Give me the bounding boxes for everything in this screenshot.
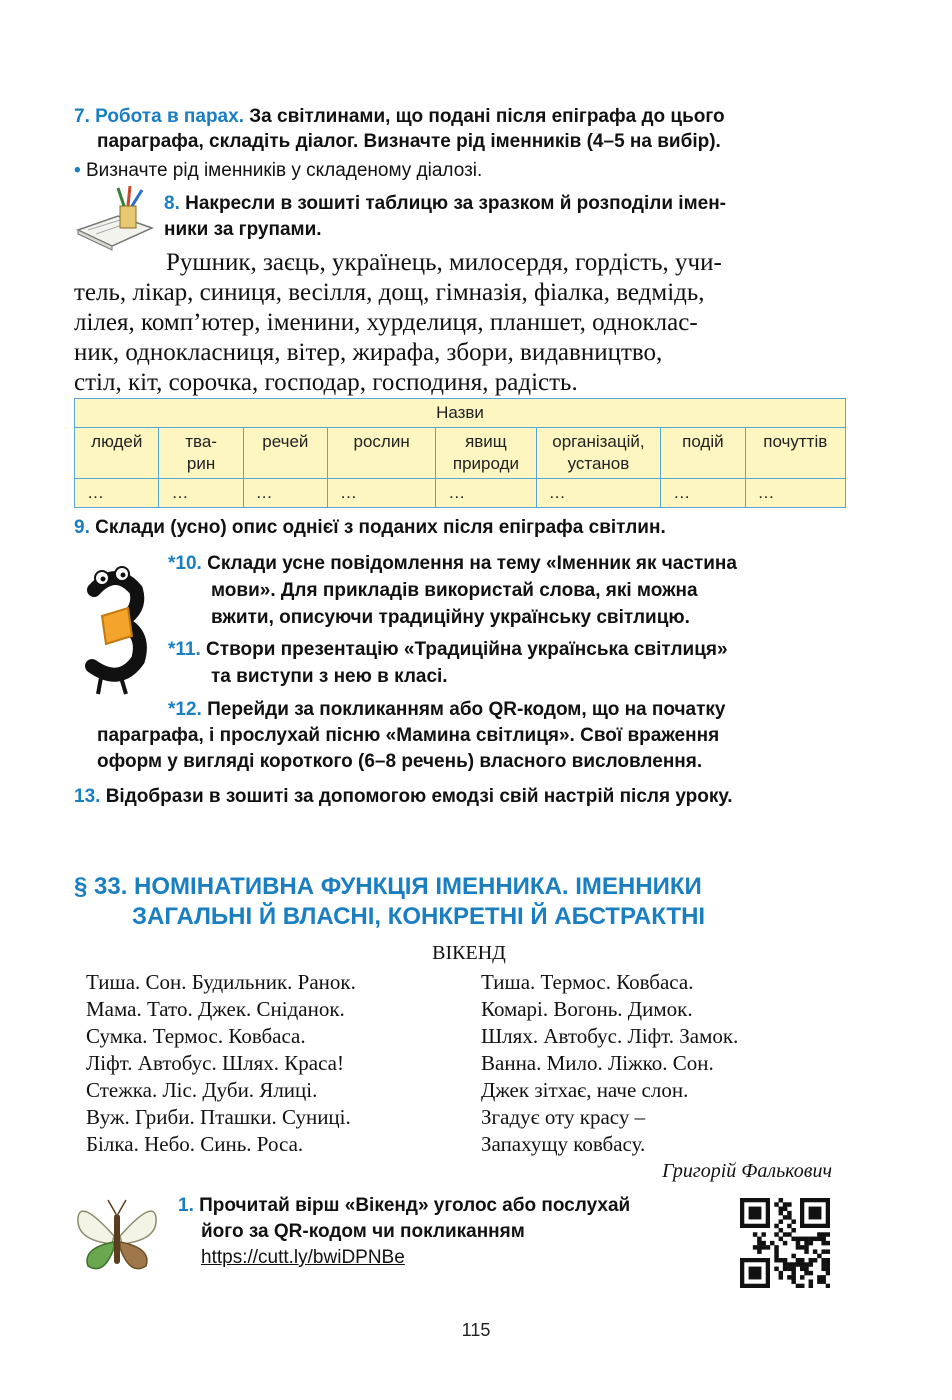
bullet: • <box>74 160 81 181</box>
task-text: Прочитай вірш «Вікенд» уголос або послухай <box>199 1195 631 1216</box>
word-line: стіл, кіт, сорочка, господар, господиня, радість. <box>74 369 578 396</box>
groups-table <box>74 398 846 508</box>
task-7-sub <box>74 157 894 184</box>
task-9 <box>74 514 894 541</box>
task-10-line3: вжити, описуючи традиційну українську світлицю. <box>211 607 690 628</box>
task-1 <box>178 1192 718 1219</box>
col-text: організацій, <box>552 432 645 451</box>
table-cell: … <box>436 479 536 508</box>
qr-code-icon[interactable] <box>740 1198 830 1288</box>
table-cell: … <box>159 479 243 508</box>
task-12 <box>168 696 888 723</box>
word-line: ник, однокласниця, вітер, жирафа, збори, видавництво, <box>74 339 663 366</box>
section-title-line2: ЗАГАЛЬНІ Й ВЛАСНІ, КОНКРЕТНІ Й АБСТРАКТНІ <box>132 903 706 930</box>
table-cell: … <box>536 479 661 508</box>
task-10 <box>168 550 888 577</box>
col-text: почуттів <box>763 432 828 451</box>
poem-line: Джек зітхає, наче слон. <box>481 1078 689 1102</box>
poem-right-column <box>481 969 881 1158</box>
poem-link[interactable]: https://cutt.ly/bwiDPNBe <box>201 1247 405 1268</box>
column-header <box>328 428 436 479</box>
task-number: *11. <box>168 639 201 660</box>
poem-left-column <box>86 969 486 1158</box>
column-header <box>75 428 159 479</box>
col-text: рин <box>186 454 216 473</box>
col-text: подій <box>682 432 724 451</box>
word-line: лілея, комп’ютер, іменини, хурделиця, планшет, однoклас- <box>74 309 698 336</box>
task-10-line2: мови». Для прикладів використай слова, які можна <box>211 580 698 601</box>
poem-line: Шлях. Автобус. Ліфт. Замок. <box>481 1024 739 1048</box>
col-text: явищ <box>465 432 507 451</box>
butterfly-icon <box>74 1196 160 1274</box>
col-text: рослин <box>353 432 410 451</box>
col-text: установ <box>567 454 630 473</box>
poem-line: Білка. Небо. Синь. Роса. <box>86 1132 304 1156</box>
col-text: речей <box>262 432 309 451</box>
task-11 <box>168 636 888 663</box>
task-1-line2: його за QR-кодом чи покликанням <box>201 1221 525 1242</box>
col-text: тва- <box>185 432 217 451</box>
task-7-line2: параграфа, складіть діалог. Визначте рід іменників (4–5 на вибір). <box>97 131 721 152</box>
word-line: тель, лікар, синиця, весілля, дощ, гімназія, фіалка, ведмідь, <box>74 279 705 306</box>
notebook-pencils-icon <box>74 186 156 252</box>
task-12-line2: параграфа, і прослухай пісню «Мамина світлиця». Свої враження <box>97 725 720 746</box>
task-number: *12. <box>168 699 202 720</box>
table-row <box>75 428 846 479</box>
word-list <box>74 248 864 398</box>
task-text: Створи презентацію «Традиційна українська світлиця» <box>206 639 728 660</box>
task-8-line2: ники за групами. <box>164 219 322 240</box>
page-number: 115 <box>461 1320 491 1340</box>
table-cell: … <box>328 479 436 508</box>
poem-line: Стежка. Ліс. Дуби. Ялиці. <box>86 1078 318 1102</box>
column-header <box>536 428 661 479</box>
poem-line: Вуж. Гриби. Пташки. Суниці. <box>86 1105 351 1129</box>
col-text: природи <box>452 454 519 473</box>
task-number: 13. <box>74 786 101 807</box>
task-text: За світлинами, що подані після епіграфа до цього <box>249 106 725 127</box>
table-cell: … <box>661 479 745 508</box>
task-number: 8. <box>164 193 180 214</box>
column-header <box>436 428 536 479</box>
poem-line: Комарі. Вогонь. Димок. <box>481 997 693 1021</box>
column-header <box>243 428 327 479</box>
task-13 <box>74 783 894 810</box>
task-number: 9. <box>74 517 90 538</box>
task-text: Перейди за покликанням або QR-кодом, що на початку <box>207 699 726 720</box>
poem-line: Тиша. Термос. Ковбаса. <box>481 970 694 994</box>
task-7 <box>74 103 894 130</box>
poem-line: Сумка. Термос. Ковбаса. <box>86 1024 306 1048</box>
task-11-line2: та виступи з нею в класі. <box>211 666 448 687</box>
table-header: Назви <box>75 399 846 428</box>
column-header <box>661 428 745 479</box>
column-header <box>159 428 243 479</box>
task-sub-text: Визначте рід іменників у складеному діалозі. <box>85 160 483 181</box>
word-line: Рушник, заєць, українець, милосердя, гордість, учи- <box>166 249 722 276</box>
task-text: Відобрази в зошиті за допомогою емодзі свій настрій після уроку. <box>105 786 733 807</box>
task-text: Склади усне повідомлення на тему «Іменник як частина <box>207 553 737 574</box>
task-text: Накресли в зошиті таблицю за зразком й розподіли імен- <box>185 193 726 214</box>
task-number: 7. Робота в парах. <box>74 106 244 127</box>
poem-title: ВІКЕНД <box>432 942 506 964</box>
task-8 <box>164 190 884 217</box>
table-cell: … <box>75 479 159 508</box>
task-12-line3: оформ у вигляді короткого (6–8 речень) власного висловлення. <box>97 751 703 772</box>
section-title-line1: § 33. НОМІНАТИВНА ФУНКЦІЯ ІМЕННИКА. ІМЕННИКИ <box>74 873 702 900</box>
poem-line: Тиша. Сон. Будильник. Ранок. <box>86 970 356 994</box>
poem-line: Згадує оту красу – <box>481 1105 646 1129</box>
table-row <box>75 479 846 508</box>
col-text: людей <box>91 432 143 451</box>
task-1-link-row <box>201 1244 721 1271</box>
column-header <box>745 428 845 479</box>
poem-line: Ліфт. Автобус. Шлях. Краса! <box>86 1051 344 1075</box>
letter-mascot-icon <box>76 560 154 700</box>
task-number: 1. <box>178 1195 194 1216</box>
task-text: Склади (усно) опис однієї з поданих після епіграфа світлин. <box>95 517 666 538</box>
poem-line: Запахущу ковбасу. <box>481 1132 646 1156</box>
poem-author: Григорій Фалькович <box>662 1160 832 1182</box>
poem-line: Мама. Тато. Джек. Сніданок. <box>86 997 345 1021</box>
task-number: *10. <box>168 553 202 574</box>
poem-line: Ванна. Мило. Ліжко. Сон. <box>481 1051 714 1075</box>
table-cell: … <box>243 479 327 508</box>
table-cell: … <box>745 479 845 508</box>
